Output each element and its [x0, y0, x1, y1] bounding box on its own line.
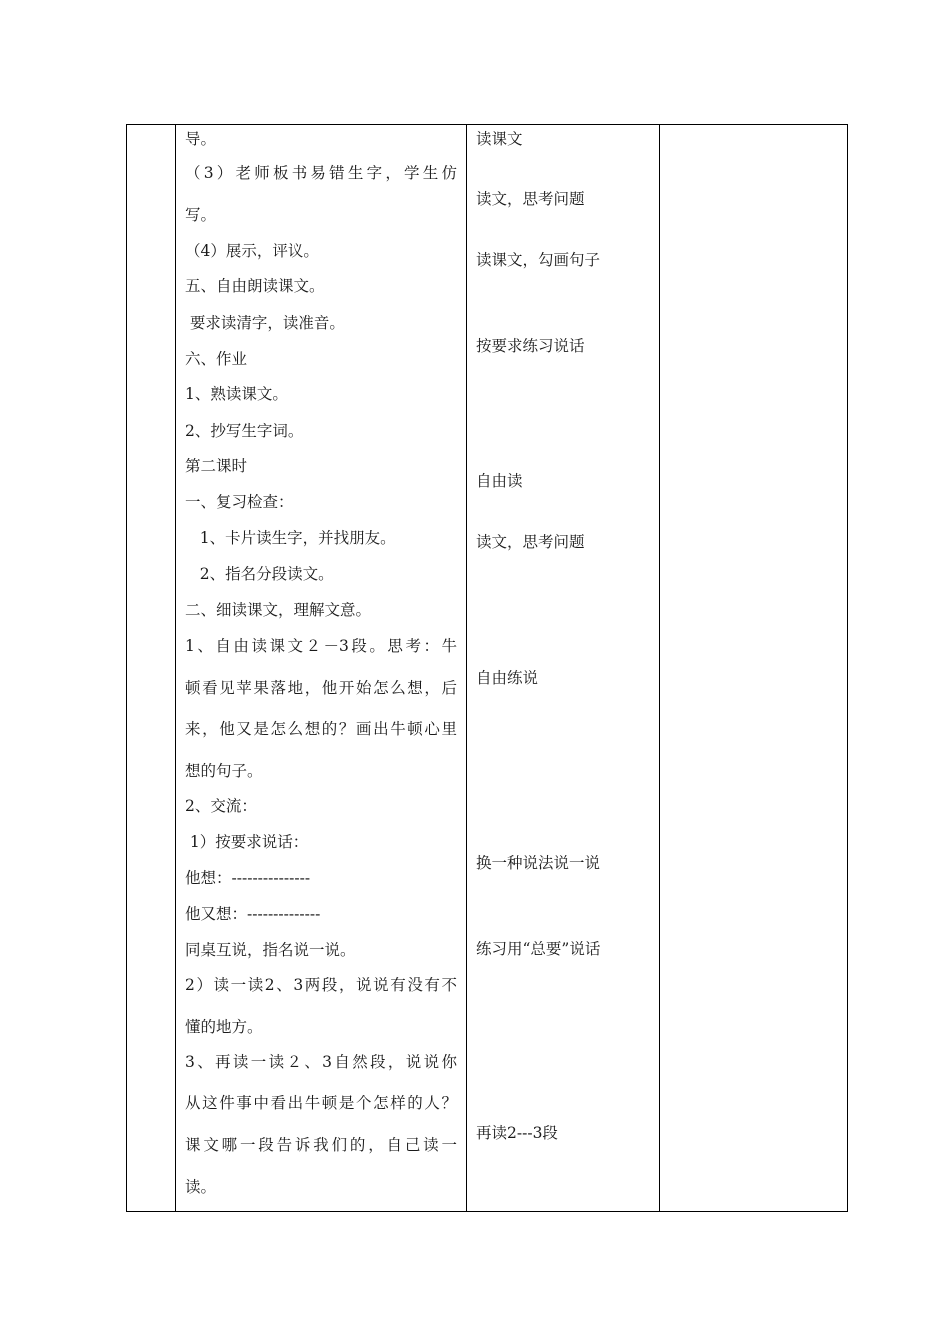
column-divider — [175, 125, 176, 1211]
lesson-plan-table — [126, 124, 848, 1212]
student-line: 读课文 — [476, 130, 523, 148]
teacher-line: 想的句子。 — [185, 762, 263, 780]
teacher-line: 1、熟读课文。 — [185, 385, 288, 403]
teacher-line: 顿看见苹果落地，他开始怎么想，后 — [185, 679, 457, 697]
teacher-line: 1、卡片读生字，并找朋友。 — [185, 529, 396, 547]
teacher-line: 1）按要求说话： — [185, 833, 309, 851]
student-line: 读文，思考问题 — [476, 190, 585, 208]
column-divider — [659, 125, 660, 1211]
teacher-line: 同桌互说，指名说一说。 — [185, 941, 356, 959]
teacher-line: 3、再读一读２、3自然段，说说你 — [185, 1053, 457, 1071]
teacher-line: 五、自由朗读课文。 — [185, 277, 325, 295]
student-line: 读课文，勾画句子 — [476, 251, 601, 269]
teacher-line: （4）展示，评议。 — [185, 242, 319, 260]
teacher-line: 2、指名分段读文。 — [185, 565, 334, 583]
teacher-line: 从这件事中看出牛顿是个怎样的人？ — [185, 1094, 457, 1112]
teacher-line: 2）读一读2、3两段，说说有没有不 — [185, 976, 457, 994]
teacher-line: 他想：--------------- — [185, 869, 311, 887]
column-divider — [466, 125, 467, 1211]
student-line: 自由练说 — [476, 669, 539, 687]
student-line: 练习用“总要”说话 — [476, 940, 601, 958]
student-line: 自由读 — [476, 472, 523, 490]
teacher-line: 来，他又是怎么想的？画出牛顿心里 — [185, 720, 457, 738]
teacher-line: （3）老师板书易错生字，学生仿 — [185, 164, 457, 182]
teacher-line: 2、抄写生字词。 — [185, 422, 304, 440]
teacher-line: 一、复习检查： — [185, 493, 294, 511]
teacher-line: 读。 — [185, 1178, 217, 1196]
teacher-line: 六、作业 — [185, 350, 248, 368]
teacher-line: 懂的地方。 — [185, 1018, 263, 1036]
teacher-line: 课文哪一段告诉我们的，自己读一 — [185, 1136, 457, 1154]
student-line: 再读2---3段 — [476, 1124, 558, 1142]
teacher-line: 要求读清字，读准音。 — [185, 314, 345, 332]
teacher-line: 第二课时 — [185, 457, 248, 475]
student-line: 换一种说法说一说 — [476, 854, 601, 872]
teacher-line: 写。 — [185, 206, 217, 224]
teacher-line: 二、细读课文，理解文意。 — [185, 601, 372, 619]
student-line: 读文，思考问题 — [476, 533, 585, 551]
teacher-line: 他又想：-------------- — [185, 905, 321, 923]
teacher-line: 导。 — [185, 130, 217, 148]
teacher-line: 2、交流： — [185, 797, 257, 815]
student-line: 按要求练习说话 — [476, 337, 585, 355]
teacher-line: 1、自由读课文２－3段。思考：牛 — [185, 637, 457, 655]
